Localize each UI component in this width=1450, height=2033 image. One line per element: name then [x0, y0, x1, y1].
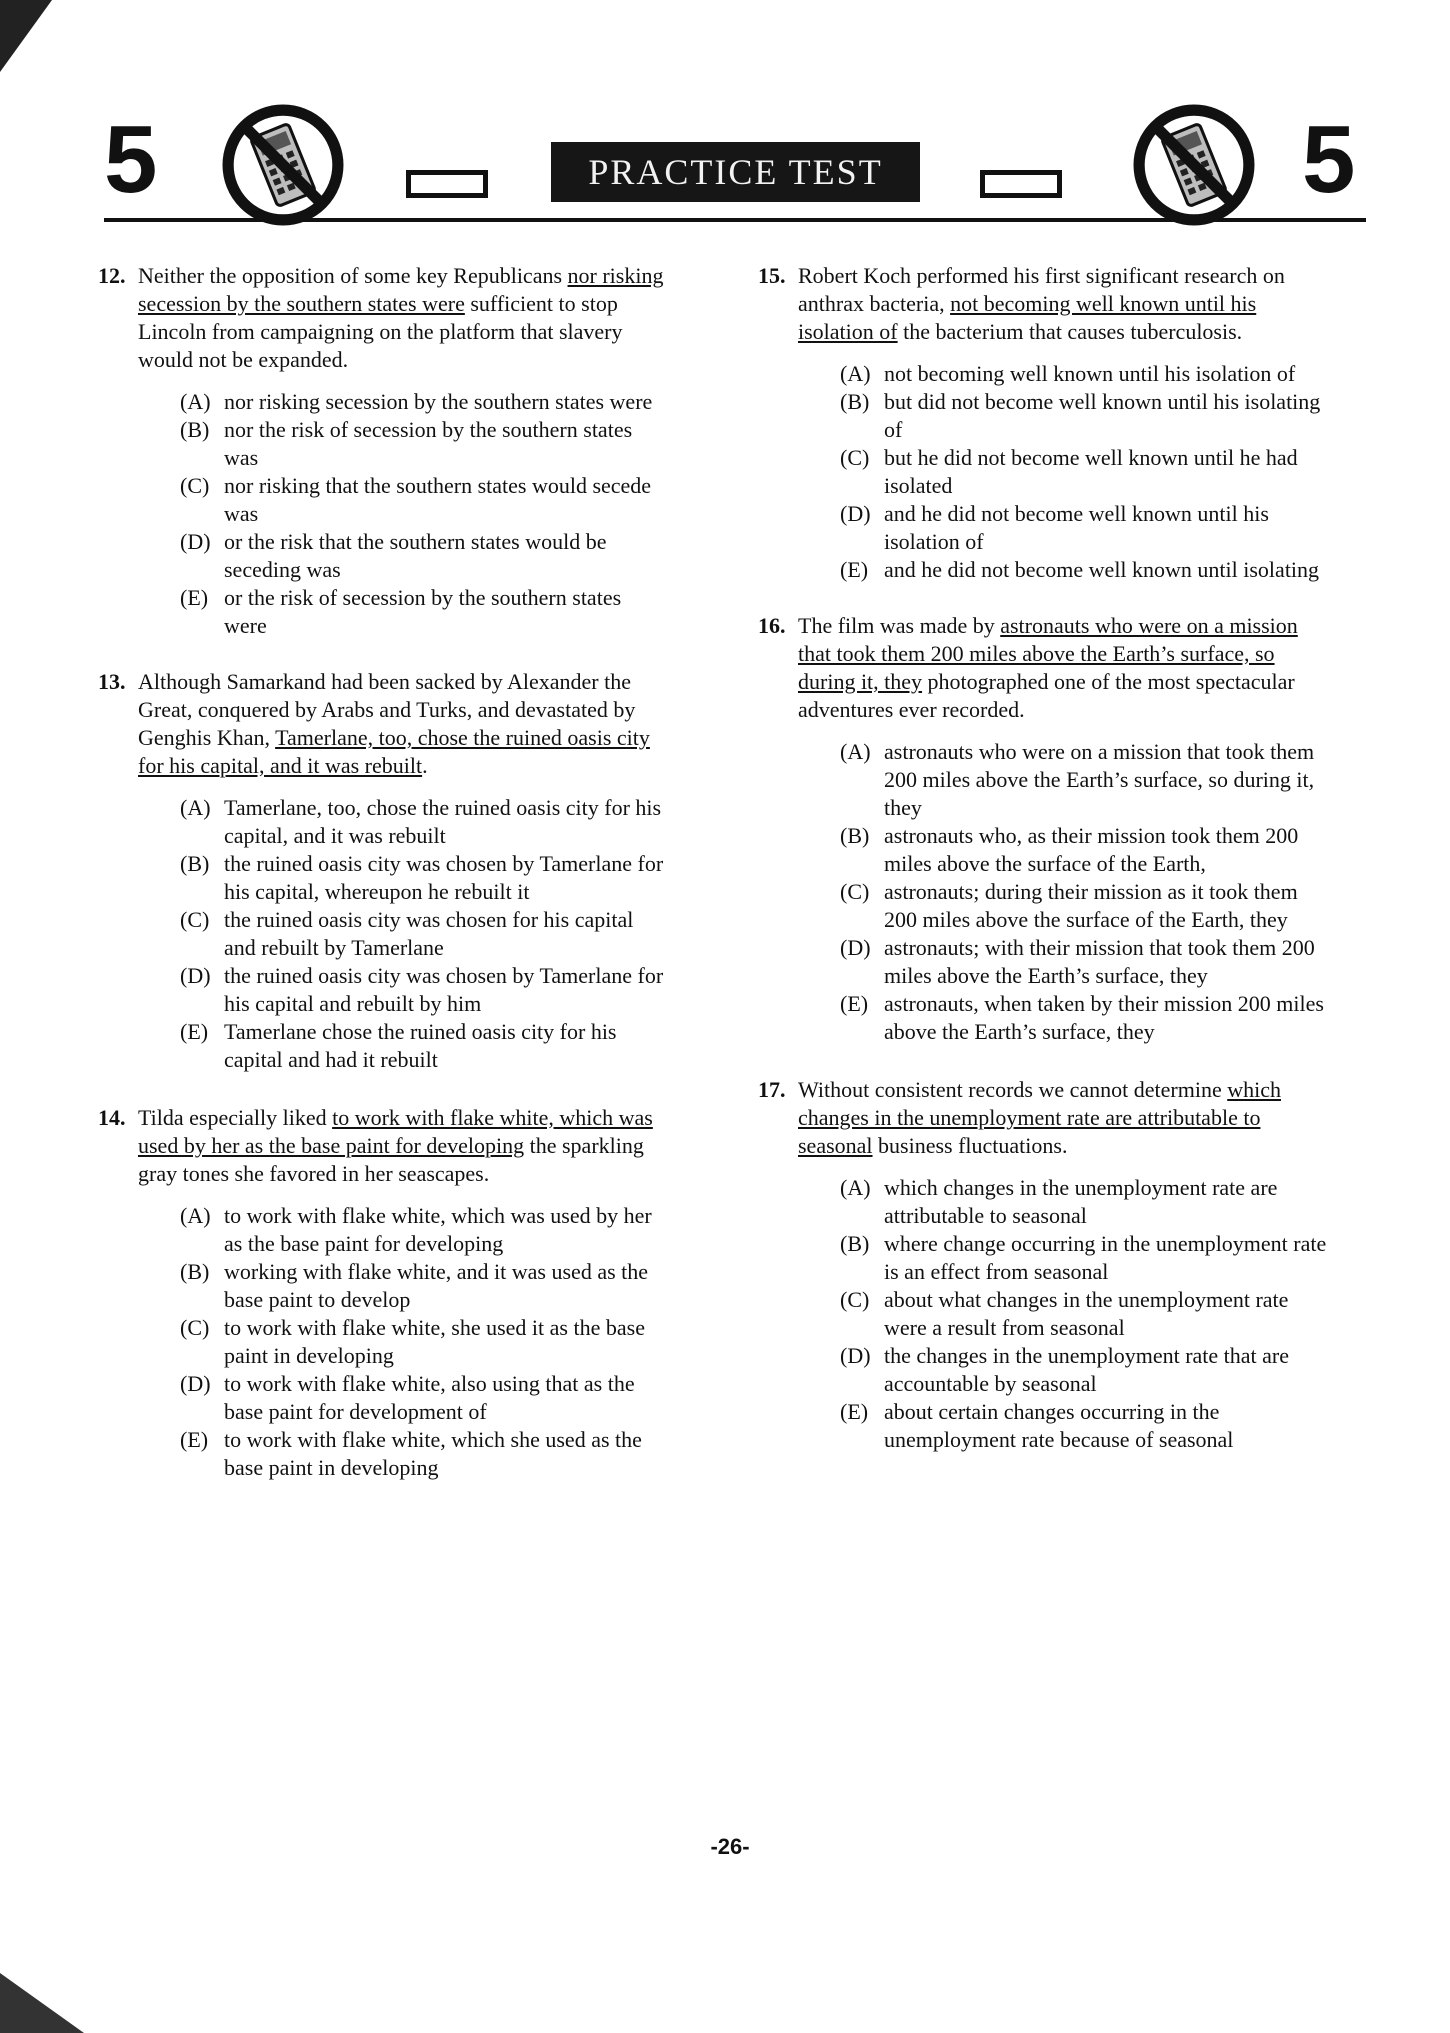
answer-option-b[interactable] — [138, 1258, 668, 1314]
option-text: nor the risk of secession by the southern states was — [224, 417, 633, 470]
underlined-portion: nor risking secession by the southern states were — [138, 263, 664, 316]
option-text: astronauts who were on a mission that took them 200 miles above the Earth’s surface, so during it, they — [884, 739, 1315, 820]
stem-text: Neither the opposition of some key Republicans — [138, 263, 568, 288]
answer-option-c[interactable] — [138, 906, 668, 962]
section-number: 5 — [104, 106, 158, 213]
question-stem — [138, 668, 668, 780]
option-text: to work with flake white, she used it as the base paint in developing — [224, 1315, 645, 1368]
option-letter: (A) — [840, 361, 871, 386]
answer-option-a[interactable] — [138, 1202, 668, 1258]
stem-text: Robert Koch performed his first significant research on anthrax bacteria, — [798, 263, 1285, 316]
answer-option-d[interactable] — [138, 1370, 668, 1426]
option-text: or the risk of secession by the southern states were — [224, 585, 622, 638]
answer-option-c[interactable] — [138, 1314, 668, 1370]
underlined-portion: which changes in the unemployment rate are attributable to seasonal — [798, 1077, 1281, 1158]
answer-option-e[interactable] — [138, 1426, 668, 1482]
stem-text: photographed one of the most spectacular adventures ever recorded. — [798, 669, 1295, 722]
question-16 — [758, 612, 1328, 1046]
option-letter: (E) — [180, 585, 209, 610]
option-letter: (B) — [840, 1231, 870, 1256]
option-letter: (D) — [840, 501, 871, 526]
answer-option-c[interactable] — [798, 1286, 1328, 1342]
option-letter: (A) — [840, 739, 871, 764]
option-letter: (E) — [180, 1019, 209, 1044]
option-text: Tamerlane chose the ruined oasis city for his capital and had it rebuilt — [224, 1019, 617, 1072]
question-15 — [758, 262, 1328, 584]
option-text: to work with flake white, also using that as the base paint for development of — [224, 1371, 635, 1424]
option-letter: (B) — [180, 417, 210, 442]
question-stem — [798, 262, 1328, 346]
option-text: where change occurring in the unemployment rate is an effect from seasonal — [884, 1231, 1327, 1284]
option-letter: (E) — [840, 557, 869, 582]
answer-option-b[interactable] — [798, 822, 1328, 878]
option-text: but did not become well known until his isolating of — [884, 389, 1321, 442]
option-letter: (D) — [840, 935, 871, 960]
option-letter: (B) — [180, 1259, 210, 1284]
question-number: 12. — [98, 263, 126, 288]
option-letter: (C) — [840, 1287, 870, 1312]
answer-option-a[interactable] — [798, 360, 1328, 388]
answer-option-e[interactable] — [798, 990, 1328, 1046]
stem-text: Tilda especially liked — [138, 1105, 333, 1130]
header-box-mark — [406, 170, 488, 198]
option-letter: (B) — [840, 389, 870, 414]
option-text: working with flake white, and it was used as the base paint to develop — [224, 1259, 649, 1312]
option-letter: (B) — [180, 851, 210, 876]
option-text: about certain changes occurring in the unemployment rate because of seasonal — [884, 1399, 1234, 1452]
option-letter: (E) — [840, 991, 869, 1016]
question-number: 15. — [758, 263, 786, 288]
option-text: the ruined oasis city was chosen by Tamerlane for his capital, whereupon he rebuilt it — [224, 851, 664, 904]
option-text: nor risking secession by the southern states were — [224, 389, 653, 414]
answer-option-c[interactable] — [798, 878, 1328, 934]
option-letter: (A) — [180, 795, 211, 820]
option-letter: (D) — [180, 1371, 211, 1396]
stem-text: Although Samarkand had been sacked by Alexander the Great, conquered by Arabs and Turks, and devastated by Genghis Khan, — [138, 669, 636, 750]
stem-text: business fluctuations. — [872, 1133, 1068, 1158]
option-text: the ruined oasis city was chosen for his capital and rebuilt by Tamerlane — [224, 907, 634, 960]
option-text: but he did not become well known until he had isolated — [884, 445, 1298, 498]
answer-option-e[interactable] — [798, 556, 1328, 584]
no-calculator-icon — [222, 104, 344, 226]
answer-options — [138, 794, 668, 1074]
question-number: 13. — [98, 669, 126, 694]
question-stem — [138, 1104, 668, 1188]
answer-option-c[interactable] — [798, 444, 1328, 500]
answer-option-a[interactable] — [798, 738, 1328, 822]
question-17 — [758, 1076, 1328, 1454]
option-letter: (C) — [180, 907, 210, 932]
stem-text: the bacterium that causes tuberculosis. — [897, 319, 1243, 344]
page-number: -26- — [710, 1834, 750, 1859]
option-text: and he did not become well known until isolating — [884, 557, 1320, 582]
question-stem — [798, 1076, 1328, 1160]
option-text: nor risking that the southern states would secede was — [224, 473, 652, 526]
underlined-portion: Tamerlane, too, chose the ruined oasis city for his capital, and it was rebuilt — [138, 725, 650, 778]
answer-options — [798, 1174, 1328, 1454]
answer-options — [798, 738, 1328, 1046]
answer-option-d[interactable] — [798, 500, 1328, 556]
answer-option-b[interactable] — [798, 388, 1328, 444]
answer-option-e[interactable] — [798, 1398, 1328, 1454]
option-text: Tamerlane, too, chose the ruined oasis city for his capital, and it was rebuilt — [224, 795, 662, 848]
option-letter: (D) — [840, 1343, 871, 1368]
option-letter: (C) — [180, 473, 210, 498]
answer-option-a[interactable] — [138, 388, 668, 416]
option-letter: (D) — [180, 529, 211, 554]
option-text: the ruined oasis city was chosen by Tamerlane for his capital and rebuilt by him — [224, 963, 664, 1016]
stem-text: . — [422, 753, 428, 778]
stem-text: The film was made by — [798, 613, 1001, 638]
page-header — [0, 0, 1450, 232]
option-text: astronauts; during their mission as it took them 200 miles above the surface of the Earth, they — [884, 879, 1298, 932]
question-number: 14. — [98, 1105, 126, 1130]
question-number: 17. — [758, 1077, 786, 1102]
stem-text: sufficient to stop Lincoln from campaigning on the platform that slavery would not be expanded. — [138, 291, 623, 372]
option-text: to work with flake white, which she used as the base paint in developing — [224, 1427, 642, 1480]
answer-option-b[interactable] — [138, 416, 668, 472]
option-text: not becoming well known until his isolation of — [884, 361, 1296, 386]
answer-option-d[interactable] — [138, 528, 668, 584]
answer-option-e[interactable] — [138, 584, 668, 640]
option-text: the changes in the unemployment rate that are accountable by seasonal — [884, 1343, 1290, 1396]
answer-option-d[interactable] — [798, 1342, 1328, 1398]
answer-option-d[interactable] — [798, 934, 1328, 990]
page-title: PRACTICE TEST — [551, 142, 920, 202]
option-letter: (C) — [840, 445, 870, 470]
answer-option-d[interactable] — [138, 962, 668, 1018]
stem-text: the sparkling gray tones she favored in her seascapes. — [138, 1133, 644, 1186]
stem-text: Without consistent records we cannot determine — [798, 1077, 1228, 1102]
underlined-portion: to work with flake white, which was used by her as the base paint for developing — [138, 1105, 653, 1158]
question-12 — [98, 262, 668, 640]
answer-option-e[interactable] — [138, 1018, 668, 1074]
option-text: to work with flake white, which was used by her as the base paint for developing — [224, 1203, 652, 1256]
option-letter: (C) — [180, 1315, 210, 1340]
underlined-portion: astronauts who were on a mission that took them 200 miles above the Earth’s surface, so during it, they — [798, 613, 1298, 694]
option-text: about what changes in the unemployment rate were a result from seasonal — [884, 1287, 1289, 1340]
option-text: astronauts, when taken by their mission 200 miles above the Earth’s surface, they — [884, 991, 1324, 1044]
option-letter: (E) — [840, 1399, 869, 1424]
header-box-mark — [980, 170, 1062, 198]
answer-options — [138, 388, 668, 640]
option-letter: (D) — [180, 963, 211, 988]
option-text: and he did not become well known until his isolation of — [884, 501, 1269, 554]
answer-option-b[interactable] — [798, 1230, 1328, 1286]
scan-corner-mark — [0, 1973, 84, 2033]
option-letter: (A) — [180, 1203, 211, 1228]
question-14 — [98, 1104, 668, 1482]
option-text: astronauts who, as their mission took them 200 miles above the surface of the Earth, — [884, 823, 1299, 876]
answer-option-a[interactable] — [798, 1174, 1328, 1230]
answer-option-b[interactable] — [138, 850, 668, 906]
option-letter: (E) — [180, 1427, 209, 1452]
option-text: or the risk that the southern states would be seceding was — [224, 529, 607, 582]
option-text: which changes in the unemployment rate are attributable to seasonal — [884, 1175, 1278, 1228]
answer-option-c[interactable] — [138, 472, 668, 528]
underlined-portion: not becoming well known until his isolation of — [798, 291, 1257, 344]
answer-options — [798, 360, 1328, 584]
option-letter: (A) — [180, 389, 211, 414]
question-number: 16. — [758, 613, 786, 638]
option-letter: (A) — [840, 1175, 871, 1200]
answer-options — [138, 1202, 668, 1482]
right-column — [758, 262, 1328, 1454]
option-text: astronauts; with their mission that took them 200 miles above the Earth’s surface, they — [884, 935, 1315, 988]
section-number: 5 — [1302, 106, 1356, 213]
question-stem — [798, 612, 1328, 724]
option-letter: (B) — [840, 823, 870, 848]
answer-option-a[interactable] — [138, 794, 668, 850]
question-stem — [138, 262, 668, 374]
left-column — [98, 262, 668, 1482]
question-13 — [98, 668, 668, 1074]
header-rule — [104, 218, 1366, 222]
option-letter: (C) — [840, 879, 870, 904]
no-calculator-icon — [1133, 104, 1255, 226]
